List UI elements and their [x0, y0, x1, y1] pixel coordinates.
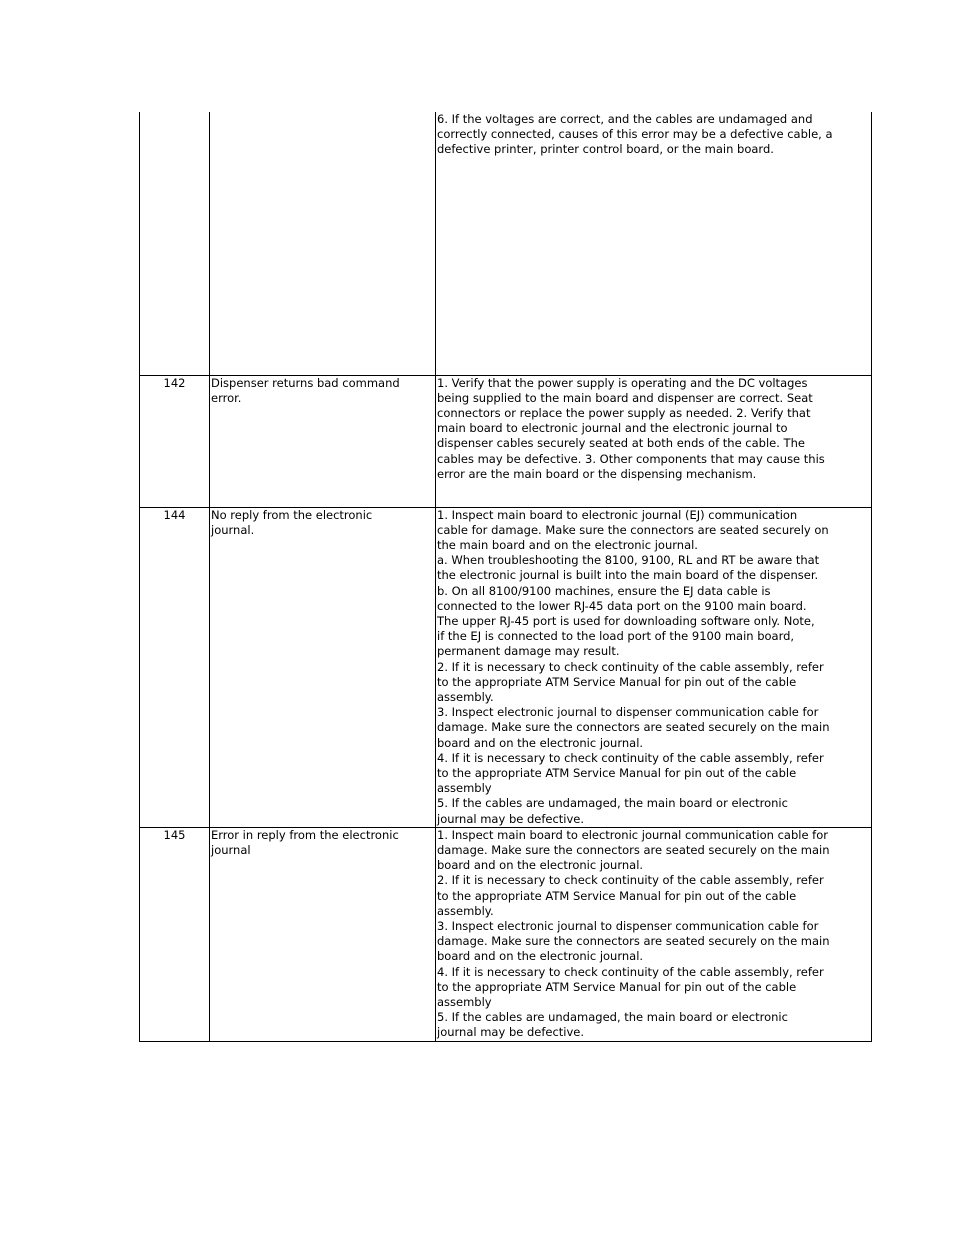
message-line: error. — [211, 390, 242, 405]
action-line: error are the main board or the dispensing mechanism. — [437, 466, 757, 481]
action-line: 4. If it is necessary to check continuity of the cable assembly, refer — [437, 964, 824, 979]
message-line: No reply from the electronic — [211, 507, 373, 522]
action-line: 3. Inspect electronic journal to dispenser communication cable for — [437, 918, 819, 933]
action-line: defective printer, printer control board, or the main board. — [437, 142, 774, 157]
error-message-cell — [210, 112, 436, 375]
table-row — [140, 375, 872, 507]
corrective-action-cell — [436, 112, 872, 375]
corrective-action-cell — [436, 375, 872, 507]
action-line: cables may be defective. 3. Other components that may cause this — [437, 451, 825, 466]
action-line: journal may be defective. — [437, 1025, 585, 1040]
action-line: journal may be defective. — [437, 811, 585, 826]
action-line: 5. If the cables are undamaged, the main board or electronic — [437, 1010, 788, 1025]
error-code-cell — [140, 375, 210, 507]
message-line: Error in reply from the electronic — [211, 827, 399, 842]
message-line: Dispenser returns bad command — [211, 375, 400, 390]
corrective-action-cell — [436, 507, 872, 827]
action-line: to the appropriate ATM Service Manual for pin out of the cable — [437, 765, 797, 780]
action-line: 2. If it is necessary to check continuity of the cable assembly, refer — [437, 873, 824, 888]
action-line: connectors or replace the power supply as needed. 2. Verify that — [437, 405, 811, 420]
action-line: a. When troubleshooting the 8100, 9100, RL and RT be aware that — [437, 553, 820, 568]
action-line: assembly. — [437, 689, 494, 704]
action-line: to the appropriate ATM Service Manual for pin out of the cable — [437, 888, 797, 903]
action-line: damage. Make sure the connectors are seated securely on the main — [437, 934, 830, 949]
action-line: assembly — [437, 781, 492, 796]
action-line: permanent damage may result. — [437, 644, 620, 659]
action-line: 1. Inspect main board to electronic journal communication cable for — [437, 827, 828, 842]
action-line: if the EJ is connected to the load port of the 9100 main board, — [437, 629, 795, 644]
table-row — [140, 827, 872, 1041]
message-line: journal. — [211, 522, 255, 537]
action-line: assembly — [437, 995, 492, 1009]
action-line: to the appropriate ATM Service Manual for pin out of the cable — [437, 979, 797, 994]
action-line: 3. Inspect electronic journal to dispenser communication cable for — [437, 705, 819, 720]
action-line: correctly connected, causes of this error may be a defective cable, a — [437, 127, 833, 142]
action-line: the main board and on the electronic journal. — [437, 537, 698, 552]
action-line: 1. Inspect main board to electronic journal (EJ) communication — [437, 507, 798, 522]
corrective-action-cell — [436, 827, 872, 1041]
action-line: 4. If it is necessary to check continuity of the cable assembly, refer — [437, 750, 824, 765]
error-code-table — [139, 112, 872, 1042]
action-line: 1. Verify that the power supply is operating and the DC voltages — [437, 375, 808, 390]
action-line: damage. Make sure the connectors are seated securely on the main — [437, 842, 830, 857]
error-message-cell — [210, 375, 436, 507]
action-line: 5. If the cables are undamaged, the main board or electronic — [437, 796, 788, 811]
error-message-cell — [210, 827, 436, 1041]
error-message-cell — [210, 507, 436, 827]
action-line: damage. Make sure the connectors are seated securely on the main — [437, 720, 830, 735]
action-line: 6. If the voltages are correct, and the cables are undamaged and — [437, 112, 813, 126]
action-line: board and on the electronic journal. — [437, 949, 644, 964]
error-code-cell — [140, 507, 210, 827]
action-line: being supplied to the main board and dispenser are correct. Seat — [437, 390, 813, 405]
action-line: connected to the lower RJ-45 data port on the 9100 main board. — [437, 598, 807, 613]
action-line: cable for damage. Make sure the connectors are seated securely on — [437, 522, 829, 537]
error-code: 142 — [163, 375, 186, 390]
action-line: board and on the electronic journal. — [437, 858, 644, 873]
action-line: main board to electronic journal and the electronic journal to — [437, 421, 788, 436]
action-line: dispenser cables securely seated at both ends of the cable. The — [437, 436, 805, 451]
action-line: assembly. — [437, 903, 494, 918]
error-code: 144 — [163, 507, 186, 522]
table-row — [140, 507, 872, 827]
action-line: The upper RJ-45 port is used for downloading software only. Note, — [437, 613, 815, 628]
error-code-cell — [140, 827, 210, 1041]
action-line: to the appropriate ATM Service Manual for pin out of the cable — [437, 674, 797, 689]
message-line: journal — [211, 842, 251, 857]
action-line: the electronic journal is built into the main board of the dispenser. — [437, 568, 819, 583]
action-line: b. On all 8100/9100 machines, ensure the EJ data cable is — [437, 583, 771, 598]
error-code-cell — [140, 112, 210, 375]
action-line: 2. If it is necessary to check continuity of the cable assembly, refer — [437, 659, 824, 674]
table-row — [140, 112, 872, 375]
action-line: board and on the electronic journal. — [437, 735, 644, 750]
error-code: 145 — [163, 827, 186, 842]
